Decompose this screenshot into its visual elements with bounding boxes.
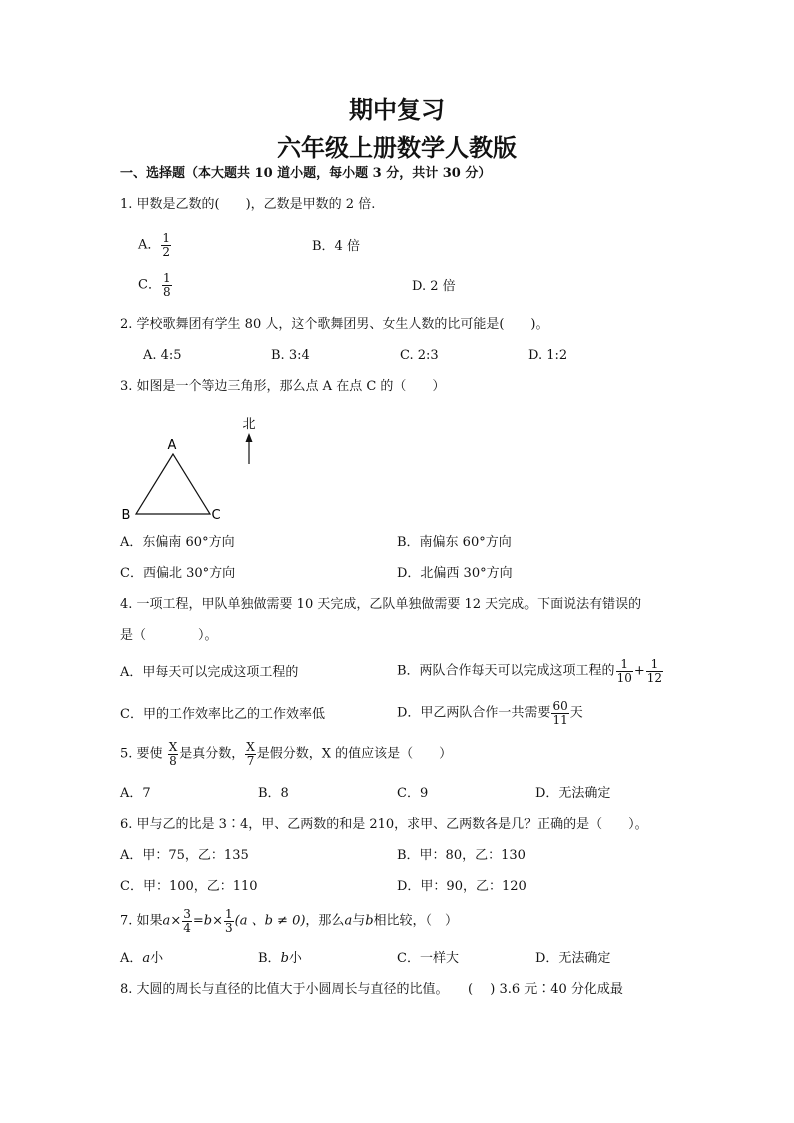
q5-option-d: D．无法确定 [535, 786, 611, 801]
question-4-stem: 4. 一项工程，甲队单独做需要 10 天完成，乙队单独做需要 12 天完成。下面说法有错误的 [120, 597, 642, 612]
q5-option-a: A．7 [120, 786, 151, 801]
page-title: 期中复习 [349, 95, 445, 124]
q3-option-c: C．西偏北 30°方向 [120, 566, 236, 581]
vertex-c-label: C [211, 508, 221, 523]
question-8-stem: 8. 大圆的周长与直径的比值大于小圆周长与直径的比值。 ( ) 3.6 元∶40 分化成最 [120, 982, 623, 997]
question-5-stem: 5. 要使 $\frac{X}{8}$ 是真分数， $\frac{X}{7}$ 是假分数，X 的值应该是（ ） [120, 740, 453, 768]
q7-option-d: D．无法确定 [535, 951, 611, 966]
q4-option-a: A．甲每天可以完成这项工程的 [120, 665, 299, 680]
question-7-stem: 7. 如果a× $\frac{3}{4}$ =b× $\frac{1}{3}$ (a 、b ≠ 0)，那么a与b相比较，（ ） [120, 907, 459, 935]
q4-option-d: D．甲乙两队合作一共需要 $\frac{60}{11}$ 天 [397, 699, 583, 727]
question-6-stem: 6. 甲与乙的比是 3∶4，甲、乙两数的和是 210，求甲、乙两数各是几？正确的是（ ）。 [120, 817, 648, 832]
page-subtitle: 六年级上册数学人教版 [277, 133, 517, 162]
fraction: $\frac{1}{8}$ [162, 271, 171, 299]
fraction: $\frac{X}{8}$ [168, 740, 178, 768]
fraction: $\frac{3}{4}$ [183, 907, 191, 935]
q5-option-b: B．8 [258, 786, 289, 801]
q6-option-a: A．甲：75，乙：135 [120, 848, 249, 863]
q2-option-c: C. 2:3 [400, 348, 439, 363]
q2-option-a: A. 4:5 [143, 348, 182, 363]
q4-option-c: C．甲的工作效率比乙的工作效率低 [120, 707, 325, 722]
triangle-figure [110, 410, 270, 530]
q4-option-b: B．两队合作每天可以完成这项工程的 $\frac{1}{10}$ + $\frac{1}{12}$ [397, 657, 663, 685]
section-header: 一、选择题（本大题共 10 道小题，每小题 3 分，共计 30 分） [120, 166, 492, 181]
q3-option-a: A．东偏南 60°方向 [120, 535, 235, 550]
fraction: $\frac{X}{7}$ [246, 740, 255, 768]
question-1-stem: 1. 甲数是乙数的( )，乙数是甲数的 2 倍. [120, 197, 376, 212]
q3-option-b: B．南偏东 60°方向 [397, 535, 512, 550]
q1-option-a: A． $\frac{1}{2}$ [138, 231, 171, 259]
q6-option-d: D．甲：90，乙：120 [397, 879, 527, 894]
q6-option-b: B．甲：80，乙：130 [397, 848, 526, 863]
fraction: $\frac{1}{2}$ [162, 231, 171, 259]
q2-option-d: D. 1:2 [528, 348, 568, 363]
question-2-stem: 2. 学校歌舞团有学生 80 人，这个歌舞团男、女生人数的比可能是( )。 [120, 317, 549, 332]
q1-option-c: C． $\frac{1}{8}$ [138, 271, 171, 299]
fraction: $\frac{1}{12}$ [646, 657, 663, 685]
north-label: 北 [242, 417, 256, 432]
vertex-a-label: A [167, 438, 177, 453]
q7-option-b: B．b小 [258, 951, 302, 966]
q7-option-a: A．a小 [120, 951, 164, 966]
q2-option-b: B. 3:4 [271, 348, 310, 363]
question-4-stem-cont: 是（ ）。 [120, 628, 218, 643]
fraction: $\frac{60}{11}$ [552, 699, 568, 727]
vertex-b-label: B [121, 508, 131, 523]
q1-option-b: B．4 倍 [312, 239, 360, 254]
q3-option-d: D．北偏西 30°方向 [397, 566, 513, 581]
q5-option-c: C．9 [397, 786, 429, 801]
north-arrow-icon [246, 433, 253, 442]
q7-option-c: C．一样大 [397, 951, 459, 966]
q1-option-d: D. 2 倍 [412, 279, 456, 294]
q6-option-c: C．甲：100，乙：110 [120, 879, 258, 894]
equilateral-triangle [136, 454, 210, 514]
fraction: $\frac{1}{10}$ [616, 657, 632, 685]
fraction: $\frac{1}{3}$ [225, 907, 233, 935]
question-3-stem: 3. 如图是一个等边三角形，那么点 A 在点 C 的（ ） [120, 379, 446, 394]
